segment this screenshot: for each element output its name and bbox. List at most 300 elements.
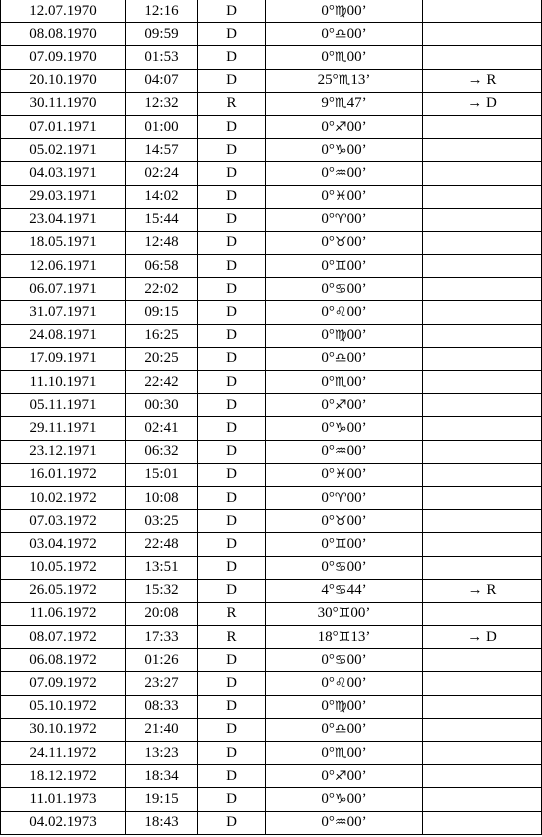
- position-cell: [266, 533, 423, 556]
- date-cell: 18.12.1972: [1, 765, 126, 788]
- direction-cell: D: [198, 185, 266, 208]
- date-cell: 30.11.1970: [1, 92, 126, 115]
- date-cell: 12.07.1970: [1, 0, 126, 23]
- table-row: [1, 417, 542, 440]
- table-row: [1, 208, 542, 231]
- position-cell: [266, 278, 423, 301]
- position-minutes: 00’: [346, 443, 367, 460]
- station-cell: [423, 811, 542, 834]
- direction-cell: D: [198, 0, 266, 23]
- zodiac-sign-icon: ♋: [334, 560, 347, 576]
- date-cell: 18.05.1971: [1, 231, 126, 254]
- direction-cell: D: [198, 139, 266, 162]
- position-degrees: 0°: [321, 373, 335, 390]
- position-minutes: 00’: [346, 118, 367, 135]
- date-cell: 16.01.1972: [1, 463, 126, 486]
- station-cell: [423, 115, 542, 138]
- direction-cell: D: [198, 301, 266, 324]
- position-degrees: 0°: [321, 25, 335, 42]
- position-cell: [266, 556, 423, 579]
- table-row: [1, 23, 542, 46]
- position-cell: [266, 626, 423, 649]
- date-cell: 10.02.1972: [1, 486, 126, 509]
- position-minutes: 00’: [346, 211, 367, 228]
- time-cell: 18:34: [126, 765, 198, 788]
- zodiac-sign-icon: ♑: [334, 791, 347, 807]
- position-degrees: 18°: [317, 628, 339, 645]
- date-cell: 31.07.1971: [1, 301, 126, 324]
- zodiac-sign-icon: ♈: [334, 490, 347, 506]
- station-cell: → D: [423, 92, 542, 115]
- position-cell: [266, 162, 423, 185]
- station-cell: [423, 510, 542, 533]
- station-cell: [423, 672, 542, 695]
- position-minutes: 47’: [346, 95, 367, 112]
- time-cell: 18:43: [126, 811, 198, 834]
- position-degrees: 30°: [317, 605, 339, 622]
- position-degrees: 25°: [317, 72, 339, 89]
- position-cell: [266, 486, 423, 509]
- date-cell: 20.10.1970: [1, 69, 126, 92]
- date-cell: 12.06.1971: [1, 255, 126, 278]
- table-row: [1, 115, 542, 138]
- position-cell: [266, 510, 423, 533]
- position-cell: [266, 463, 423, 486]
- position-degrees: 0°: [321, 280, 335, 297]
- table-row: [1, 46, 542, 69]
- direction-cell: D: [198, 255, 266, 278]
- date-cell: 23.12.1971: [1, 440, 126, 463]
- zodiac-sign-icon: ♓: [334, 189, 347, 205]
- zodiac-sign-icon: ♐: [334, 397, 347, 413]
- time-cell: 09:59: [126, 23, 198, 46]
- zodiac-sign-icon: ♎: [334, 351, 347, 367]
- station-cell: [423, 742, 542, 765]
- position-minutes: 44’: [346, 582, 367, 599]
- station-cell: [423, 208, 542, 231]
- position-cell: [266, 765, 423, 788]
- time-cell: 14:02: [126, 185, 198, 208]
- station-cell: [423, 324, 542, 347]
- zodiac-sign-icon: ♊: [338, 629, 351, 645]
- zodiac-sign-icon: ♋: [334, 652, 347, 668]
- position-minutes: 00’: [346, 2, 367, 19]
- position-minutes: 00’: [346, 675, 367, 692]
- zodiac-sign-icon: ♒: [334, 444, 347, 460]
- position-cell: [266, 46, 423, 69]
- position-minutes: 00’: [346, 350, 367, 367]
- time-cell: 20:08: [126, 602, 198, 625]
- position-cell: [266, 69, 423, 92]
- time-cell: 06:58: [126, 255, 198, 278]
- table-row: [1, 626, 542, 649]
- position-cell: [266, 672, 423, 695]
- zodiac-sign-icon: ♉: [334, 235, 347, 251]
- position-cell: [266, 0, 423, 23]
- position-cell: [266, 92, 423, 115]
- zodiac-sign-icon: ♐: [334, 768, 347, 784]
- zodiac-sign-icon: ♎: [334, 722, 347, 738]
- time-cell: 08:33: [126, 695, 198, 718]
- station-cell: [423, 765, 542, 788]
- station-cell: [423, 695, 542, 718]
- date-cell: 30.10.1972: [1, 718, 126, 741]
- station-cell: [423, 394, 542, 417]
- direction-cell: D: [198, 556, 266, 579]
- position-degrees: 0°: [321, 744, 335, 761]
- table-row: [1, 347, 542, 370]
- position-degrees: 0°: [321, 164, 335, 181]
- table-row: [1, 324, 542, 347]
- table-row: [1, 579, 542, 602]
- station-cell: [423, 162, 542, 185]
- direction-cell: R: [198, 92, 266, 115]
- date-cell: 03.04.1972: [1, 533, 126, 556]
- position-degrees: 0°: [321, 118, 335, 135]
- position-minutes: 13’: [350, 72, 371, 89]
- direction-cell: D: [198, 695, 266, 718]
- zodiac-sign-icon: ♍: [334, 3, 347, 19]
- time-cell: 22:02: [126, 278, 198, 301]
- zodiac-sign-icon: ♎: [334, 26, 347, 42]
- station-cell: [423, 718, 542, 741]
- station-cell: → R: [423, 579, 542, 602]
- zodiac-sign-icon: ♋: [334, 281, 347, 297]
- direction-cell: D: [198, 347, 266, 370]
- direction-cell: D: [198, 69, 266, 92]
- position-minutes: 00’: [346, 141, 367, 158]
- position-cell: [266, 440, 423, 463]
- zodiac-sign-icon: ♉: [334, 513, 347, 529]
- station-cell: [423, 347, 542, 370]
- time-cell: 06:32: [126, 440, 198, 463]
- date-cell: 11.06.1972: [1, 602, 126, 625]
- position-cell: [266, 649, 423, 672]
- position-degrees: 0°: [321, 535, 335, 552]
- time-cell: 14:57: [126, 139, 198, 162]
- direction-cell: D: [198, 46, 266, 69]
- table-row: [1, 255, 542, 278]
- position-degrees: 0°: [321, 304, 335, 321]
- station-cell: [423, 486, 542, 509]
- position-cell: [266, 208, 423, 231]
- date-cell: 08.07.1972: [1, 626, 126, 649]
- position-degrees: 0°: [321, 489, 335, 506]
- table-row: [1, 278, 542, 301]
- position-degrees: 0°: [321, 257, 335, 274]
- direction-cell: D: [198, 278, 266, 301]
- time-cell: 02:24: [126, 162, 198, 185]
- position-minutes: 00’: [350, 605, 371, 622]
- position-minutes: 00’: [346, 327, 367, 344]
- position-degrees: 0°: [321, 721, 335, 738]
- table-row: [1, 556, 542, 579]
- position-minutes: 00’: [346, 698, 367, 715]
- direction-cell: D: [198, 417, 266, 440]
- date-cell: 05.10.1972: [1, 695, 126, 718]
- station-cell: → R: [423, 69, 542, 92]
- position-minutes: 00’: [346, 280, 367, 297]
- station-cell: [423, 417, 542, 440]
- date-cell: 05.11.1971: [1, 394, 126, 417]
- position-cell: [266, 417, 423, 440]
- station-cell: [423, 463, 542, 486]
- table-row: [1, 602, 542, 625]
- position-cell: [266, 394, 423, 417]
- direction-cell: R: [198, 626, 266, 649]
- station-cell: [423, 0, 542, 23]
- direction-cell: D: [198, 579, 266, 602]
- direction-cell: D: [198, 788, 266, 811]
- position-cell: [266, 371, 423, 394]
- table-row: [1, 742, 542, 765]
- zodiac-sign-icon: ♏: [334, 49, 347, 65]
- position-minutes: 00’: [346, 767, 367, 784]
- position-degrees: 0°: [321, 234, 335, 251]
- position-degrees: 0°: [321, 2, 335, 19]
- position-degrees: 0°: [321, 559, 335, 576]
- station-cell: [423, 185, 542, 208]
- time-cell: 01:53: [126, 46, 198, 69]
- direction-cell: D: [198, 440, 266, 463]
- position-minutes: 13’: [350, 628, 371, 645]
- time-cell: 12:32: [126, 92, 198, 115]
- station-cell: [423, 556, 542, 579]
- station-cell: → D: [423, 626, 542, 649]
- time-cell: 15:32: [126, 579, 198, 602]
- position-minutes: 00’: [346, 512, 367, 529]
- time-cell: 12:48: [126, 231, 198, 254]
- time-cell: 00:30: [126, 394, 198, 417]
- table-row: [1, 811, 542, 834]
- date-cell: 06.08.1972: [1, 649, 126, 672]
- table-row: [1, 0, 542, 23]
- table-row: [1, 695, 542, 718]
- time-cell: 10:08: [126, 486, 198, 509]
- station-cell: [423, 533, 542, 556]
- station-cell: [423, 371, 542, 394]
- date-cell: 23.04.1971: [1, 208, 126, 231]
- time-cell: 19:15: [126, 788, 198, 811]
- zodiac-sign-icon: ♈: [334, 212, 347, 228]
- table-row: [1, 231, 542, 254]
- position-minutes: 00’: [346, 466, 367, 483]
- station-cell: [423, 602, 542, 625]
- position-minutes: 00’: [346, 419, 367, 436]
- date-cell: 26.05.1972: [1, 579, 126, 602]
- station-cell: [423, 139, 542, 162]
- position-degrees: 0°: [321, 327, 335, 344]
- station-cell: [423, 231, 542, 254]
- direction-cell: D: [198, 208, 266, 231]
- time-cell: 15:01: [126, 463, 198, 486]
- direction-cell: D: [198, 672, 266, 695]
- station-cell: [423, 649, 542, 672]
- position-cell: [266, 579, 423, 602]
- position-minutes: 00’: [346, 25, 367, 42]
- time-cell: 15:44: [126, 208, 198, 231]
- zodiac-sign-icon: ♏: [334, 96, 347, 112]
- direction-cell: D: [198, 23, 266, 46]
- position-degrees: 0°: [321, 443, 335, 460]
- table-row: [1, 301, 542, 324]
- position-cell: [266, 139, 423, 162]
- direction-cell: D: [198, 510, 266, 533]
- position-minutes: 00’: [346, 721, 367, 738]
- date-cell: 11.01.1973: [1, 788, 126, 811]
- position-degrees: 0°: [321, 512, 335, 529]
- date-cell: 07.03.1972: [1, 510, 126, 533]
- table-row: [1, 463, 542, 486]
- station-cell: [423, 301, 542, 324]
- station-cell: [423, 440, 542, 463]
- position-minutes: 00’: [346, 489, 367, 506]
- time-cell: 16:25: [126, 324, 198, 347]
- direction-cell: D: [198, 115, 266, 138]
- position-cell: [266, 185, 423, 208]
- time-cell: 22:42: [126, 371, 198, 394]
- zodiac-sign-icon: ♌: [334, 676, 347, 692]
- position-minutes: 00’: [346, 304, 367, 321]
- position-cell: [266, 811, 423, 834]
- position-degrees: 0°: [321, 466, 335, 483]
- table-row: [1, 649, 542, 672]
- zodiac-sign-icon: ♏: [338, 73, 351, 89]
- zodiac-sign-icon: ♏: [334, 374, 347, 390]
- date-cell: 04.02.1973: [1, 811, 126, 834]
- position-cell: [266, 718, 423, 741]
- time-cell: 21:40: [126, 718, 198, 741]
- position-cell: [266, 301, 423, 324]
- time-cell: 22:48: [126, 533, 198, 556]
- date-cell: 08.08.1970: [1, 23, 126, 46]
- direction-cell: R: [198, 602, 266, 625]
- station-cell: [423, 255, 542, 278]
- date-cell: 24.11.1972: [1, 742, 126, 765]
- position-degrees: 0°: [321, 675, 335, 692]
- table-row: [1, 788, 542, 811]
- time-cell: 17:33: [126, 626, 198, 649]
- zodiac-sign-icon: ♑: [334, 420, 347, 436]
- date-cell: 29.03.1971: [1, 185, 126, 208]
- position-degrees: 0°: [321, 767, 335, 784]
- position-degrees: 0°: [321, 141, 335, 158]
- direction-cell: D: [198, 394, 266, 417]
- date-cell: 07.01.1971: [1, 115, 126, 138]
- position-cell: [266, 742, 423, 765]
- table-row: [1, 533, 542, 556]
- zodiac-sign-icon: ♑: [334, 142, 347, 158]
- zodiac-sign-icon: ♍: [334, 699, 347, 715]
- position-minutes: 00’: [346, 535, 367, 552]
- position-degrees: 4°: [321, 582, 335, 599]
- station-cell: [423, 23, 542, 46]
- time-cell: 02:41: [126, 417, 198, 440]
- direction-cell: D: [198, 742, 266, 765]
- table-row: [1, 185, 542, 208]
- zodiac-sign-icon: ♏: [334, 745, 347, 761]
- zodiac-sign-icon: ♓: [334, 467, 347, 483]
- date-cell: 24.08.1971: [1, 324, 126, 347]
- table-row: [1, 440, 542, 463]
- direction-cell: D: [198, 765, 266, 788]
- date-cell: 17.09.1971: [1, 347, 126, 370]
- date-cell: 04.03.1971: [1, 162, 126, 185]
- time-cell: 01:00: [126, 115, 198, 138]
- position-minutes: 00’: [346, 188, 367, 205]
- table-row: [1, 92, 542, 115]
- time-cell: 01:26: [126, 649, 198, 672]
- zodiac-sign-icon: ♒: [334, 165, 347, 181]
- station-cell: [423, 278, 542, 301]
- position-degrees: 0°: [321, 698, 335, 715]
- position-cell: [266, 231, 423, 254]
- position-cell: [266, 347, 423, 370]
- time-cell: 13:23: [126, 742, 198, 765]
- position-degrees: 0°: [321, 188, 335, 205]
- table-row: [1, 139, 542, 162]
- position-degrees: 0°: [321, 48, 335, 65]
- direction-cell: D: [198, 649, 266, 672]
- zodiac-sign-icon: ♌: [334, 305, 347, 321]
- position-degrees: 0°: [321, 419, 335, 436]
- position-cell: [266, 602, 423, 625]
- date-cell: 06.07.1971: [1, 278, 126, 301]
- position-minutes: 00’: [346, 744, 367, 761]
- date-cell: 07.09.1972: [1, 672, 126, 695]
- time-cell: 04:07: [126, 69, 198, 92]
- position-minutes: 00’: [346, 651, 367, 668]
- table-row: [1, 672, 542, 695]
- position-cell: [266, 324, 423, 347]
- zodiac-sign-icon: ♊: [338, 606, 351, 622]
- position-minutes: 00’: [346, 790, 367, 807]
- table-row: [1, 765, 542, 788]
- direction-cell: D: [198, 811, 266, 834]
- table-row: [1, 69, 542, 92]
- direction-cell: D: [198, 486, 266, 509]
- position-degrees: 0°: [321, 814, 335, 831]
- time-cell: 20:25: [126, 347, 198, 370]
- position-cell: [266, 695, 423, 718]
- position-minutes: 00’: [346, 234, 367, 251]
- zodiac-sign-icon: ♒: [334, 815, 347, 831]
- date-cell: 11.10.1971: [1, 371, 126, 394]
- zodiac-sign-icon: ♍: [334, 328, 347, 344]
- table-row: [1, 371, 542, 394]
- position-minutes: 00’: [346, 814, 367, 831]
- position-minutes: 00’: [346, 373, 367, 390]
- table-row: [1, 510, 542, 533]
- direction-cell: D: [198, 533, 266, 556]
- zodiac-sign-icon: ♋: [334, 583, 347, 599]
- direction-cell: D: [198, 324, 266, 347]
- time-cell: 13:51: [126, 556, 198, 579]
- date-cell: 05.02.1971: [1, 139, 126, 162]
- date-cell: 10.05.1972: [1, 556, 126, 579]
- direction-cell: D: [198, 371, 266, 394]
- position-degrees: 0°: [321, 396, 335, 413]
- time-cell: 23:27: [126, 672, 198, 695]
- date-cell: 07.09.1970: [1, 46, 126, 69]
- direction-cell: D: [198, 231, 266, 254]
- time-cell: 09:15: [126, 301, 198, 324]
- position-cell: [266, 23, 423, 46]
- date-cell: 29.11.1971: [1, 417, 126, 440]
- time-cell: 12:16: [126, 0, 198, 23]
- position-degrees: 0°: [321, 350, 335, 367]
- direction-cell: D: [198, 162, 266, 185]
